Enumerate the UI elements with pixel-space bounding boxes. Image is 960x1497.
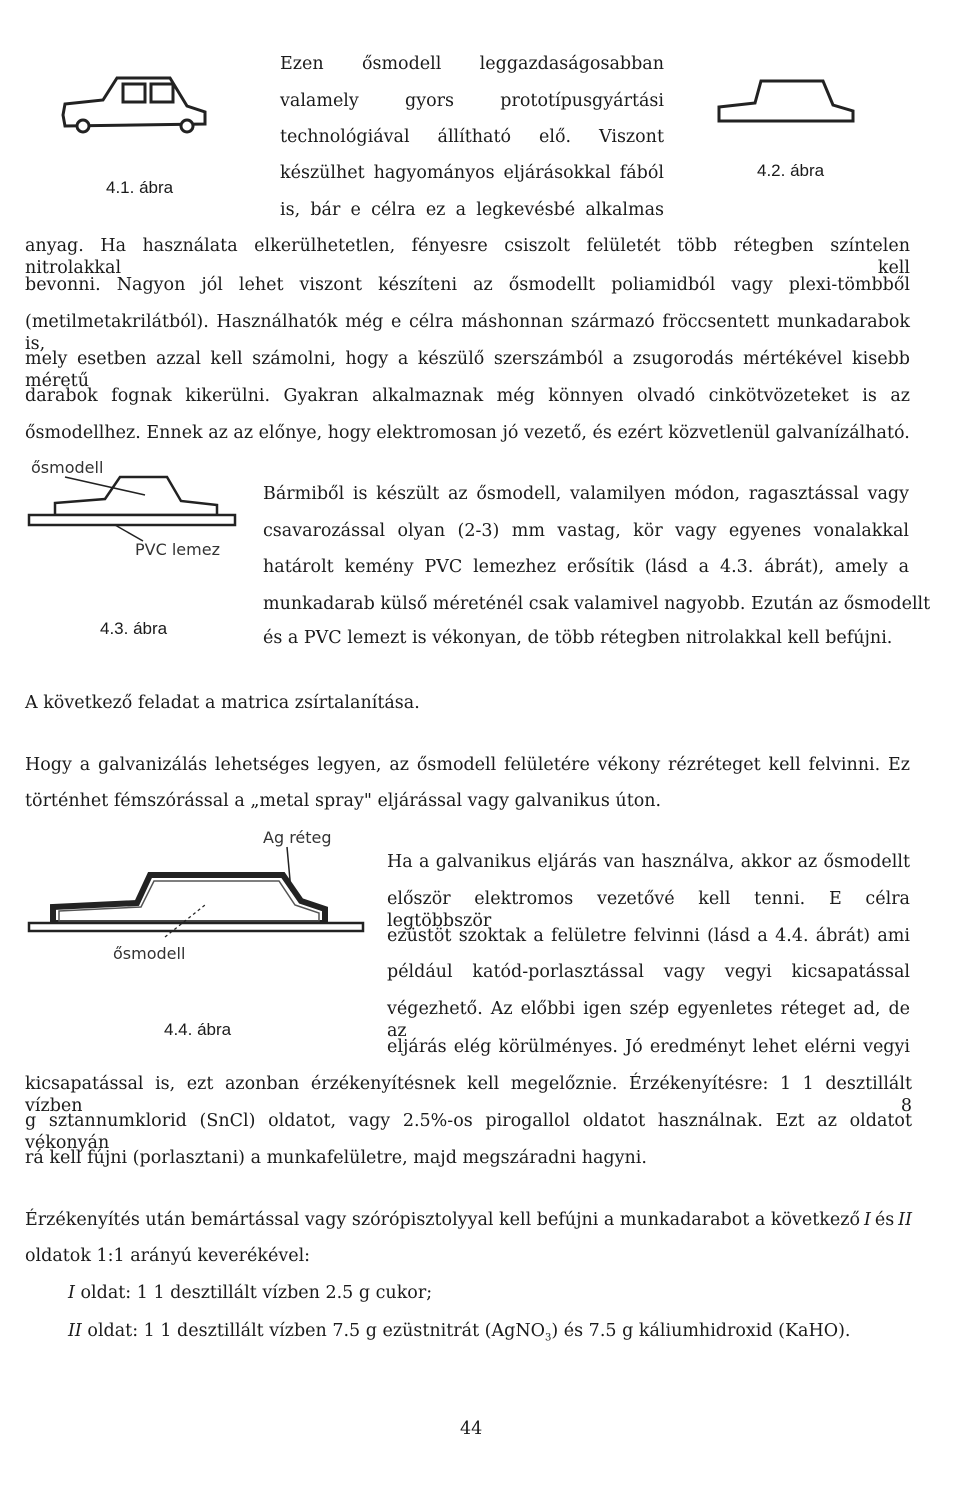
roman-i: I [863, 1210, 871, 1230]
roman-i: I [68, 1283, 75, 1303]
text-line: oldatok 1:1 arányú keverékével: [25, 1246, 311, 1266]
text-span: és [874, 1210, 895, 1230]
text-span: Érzékenyítés után bemártással vagy szórópisztolyyal kell befújni a munkadarabot a következő [25, 1210, 860, 1230]
text-line: és a PVC lemezt is vékonyan, de több rétegben nitrolakkal kell befújni. [263, 628, 893, 648]
paragraph-3: A következő feladat a matrica zsírtalanítása. [25, 693, 420, 713]
figure-4-3-label-pvc: PVC lemez [135, 540, 220, 559]
text-line: történhet fémszórással a „metal spray" eljárással vagy galvanikus úton. [25, 791, 662, 811]
text-line: bevonni. Nagyon jól lehet viszont készíteni az ősmodellt poliamidból vagy plexi-tömbből [25, 275, 910, 295]
figure-4-2-model [715, 75, 860, 125]
text-line: valamely gyors prototípusgyártási [280, 91, 664, 111]
text-line: határolt kemény PVC lemezhez erősítik (lásd a 4.3. ábrát), amely a [263, 557, 909, 577]
text-line: Bármiből is készült az ősmodell, valamilyen módon, ragasztással vagy [263, 484, 909, 504]
text-line: munkadarab külső méreténél csak valamivel nagyobb. Ezután az ősmodellt [263, 594, 931, 614]
figure-4-1-caption: 4.1. ábra [106, 178, 174, 197]
text-line: kicsapatással is, ezt azonban érzékenyítésnek kell megelőznie. Érzékenyítésre: 1 1 desztillált vízben 8 [25, 1074, 912, 1116]
item-text: oldat: 1 1 desztillált vízben 2.5 g cukor; [80, 1283, 433, 1303]
roman-ii: II [68, 1321, 82, 1341]
text-line: ősmodellhez. Ennek az az előnye, hogy elektromosan jó vezető, és ezért közvetlenül galvanízálható. [25, 423, 910, 443]
text-line: darabok fognak kikerülni. Gyakran alkalmaznak még könnyen olvadó cinkötvözeteket is az [25, 386, 910, 406]
figure-4-3-caption: 4.3. ábra [100, 619, 168, 638]
subscript: 3 [545, 1332, 552, 1344]
text-line: végezhető. Az előbbi igen szép egyenletes réteget ad, de az [387, 999, 910, 1041]
text-line: technológiával állítható elő. Viszont [280, 127, 664, 147]
figure-4-2-caption: 4.2. ábra [757, 161, 825, 180]
item-text: ) és 7.5 g káliumhidroxid (KaHO). [551, 1321, 851, 1341]
text-line: (metilmetakrilátból). Használhatók még e célra máshonnan származó fröccsentett munkadarabok is, [25, 312, 910, 354]
figure-4-1-car [55, 70, 215, 140]
text-line: eljárás elég körülményes. Jó eredményt lehet elérni vegyi [387, 1037, 910, 1057]
text-line: először elektromos vezetővé kell tenni. E célra legtöbbször [387, 889, 910, 931]
text-line [25, 1209, 912, 1231]
roman-ii: II [898, 1210, 912, 1230]
text-line: például katód-porlasztással vagy vegyi kicsapatással [387, 962, 910, 982]
text-line: is, bár e célra ez a legkevésbé alkalmas [280, 200, 664, 220]
text-line: készülhet hagyományos eljárásokkal fából [280, 163, 664, 183]
text-line: csavarozással olyan (2-3) mm vastag, kör vagy egyenes vonalakkal [263, 521, 909, 541]
text-line: ezüstöt szoktak a felületre felvinni (lásd a 4.4. ábrát) ami [387, 926, 910, 946]
figure-4-3-pvc-plate [25, 455, 240, 575]
figure-4-4-label-ag: Ag réteg [263, 828, 332, 847]
figure-4-4-silver-layer [25, 825, 370, 970]
figure-4-4-label-osmodell: ősmodell [113, 944, 186, 963]
text-line: mely esetben azzal kell számolni, hogy a készülő szerszámból a zsugorodás mértékével kisebb méretű [25, 349, 910, 391]
text-line: Ezen ősmodell leggazdaságosabban [280, 54, 664, 74]
page-number: 44 [460, 1419, 483, 1439]
figure-4-3-label-osmodell: ősmodell [31, 458, 104, 477]
item-text: oldat: 1 1 desztillált vízben 7.5 g ezüstnitrát (AgNO [87, 1321, 546, 1341]
text-line: rá kell fújni (porlasztani) a munkafelületre, majd megszáradni hagyni. [25, 1148, 647, 1168]
solution-item-2 [68, 1320, 850, 1342]
solution-item-1 [68, 1282, 432, 1304]
figure-4-4-caption: 4.4. ábra [164, 1020, 232, 1039]
text-line: anyag. Ha használata elkerülhetetlen, fényesre csiszolt felületét több rétegben színtelen nitrolakkal kell [25, 236, 910, 278]
text-line: Ha a galvanikus eljárás van használva, akkor az ősmodellt [387, 852, 910, 872]
text-line: g sztannumklorid (SnCl) oldatot, vagy 2.5%-os pirogallol oldatot használnak. Ezt az oldatot vékonyán [25, 1111, 912, 1153]
text-line: Hogy a galvanizálás lehetséges legyen, az ősmodell felületére vékony rézréteget kell felvinni. Ez [25, 755, 910, 775]
